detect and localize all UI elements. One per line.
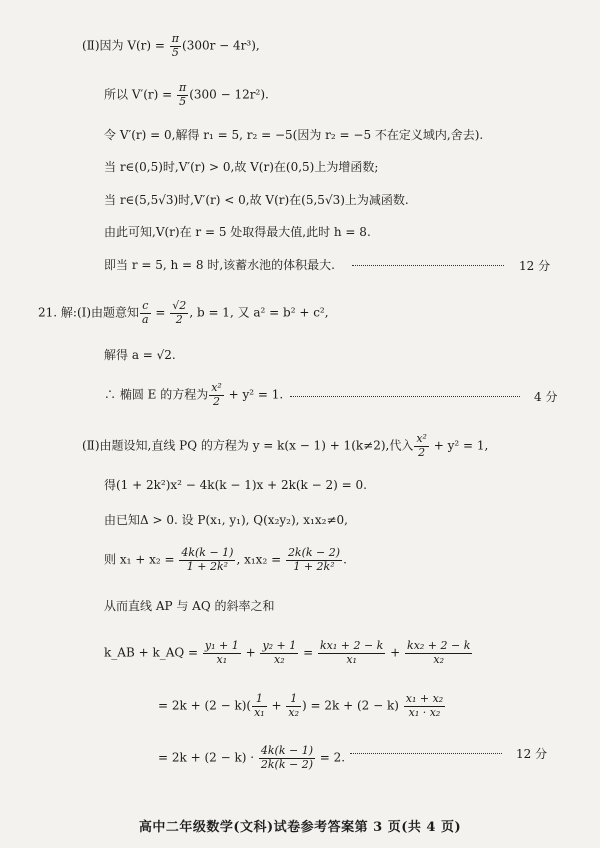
solve-line: 令 V′(r) = 0,解得 r₁ = 5, r₂ = −5(因为 r₂ = −5 不在定义域内,舍去). — [104, 128, 484, 142]
fraction — [286, 693, 301, 719]
score-label: 12 分 — [519, 259, 551, 273]
denominator: x₁ — [254, 705, 265, 719]
denominator: 5 — [179, 94, 187, 108]
page-footer: 高中二年级数学(文科)试卷参考答案第 3 页(共 4 页) — [138, 820, 462, 835]
numerator: 4k(k − 1) — [181, 546, 234, 559]
denominator: x₁ · x₂ — [408, 705, 441, 719]
fraction — [170, 300, 188, 326]
numerator: π — [171, 32, 180, 45]
text: + — [267, 698, 286, 713]
decreasing-line: 当 r∈(5,5√3)时,V′(r) < 0,故 V(r)在(5,5√3)上为减函数. — [104, 193, 409, 207]
numerator: 4k(k − 1) — [260, 744, 313, 757]
fraction — [203, 640, 241, 666]
fraction — [140, 300, 151, 326]
numerator: kx₂ + 2 − k — [407, 639, 471, 652]
fraction — [177, 82, 188, 108]
text: (Ⅱ)由题设知,直线 PQ 的方程为 y = k(x − 1) + 1(k≠2),代入 — [82, 438, 414, 453]
numerator: y₂ + 1 — [262, 639, 297, 652]
text: 则 x₁ + x₂ = — [104, 552, 179, 567]
text: 21. 解:(Ⅰ)由题意知 — [38, 305, 140, 320]
fraction — [252, 693, 267, 719]
slope-step2 — [158, 693, 446, 719]
fraction — [209, 382, 224, 408]
numerator: x² — [211, 381, 222, 394]
text: = — [299, 645, 317, 660]
fraction — [259, 745, 315, 771]
solve-a-line: 解得 a = √2. — [104, 348, 176, 362]
score-label: 12 分 — [516, 747, 548, 761]
denominator: x₁ — [216, 652, 228, 666]
text: = 2k + (2 − k)( — [158, 698, 252, 713]
fraction — [404, 693, 445, 719]
text: . — [343, 552, 347, 567]
text: = — [151, 305, 170, 320]
denominator: x₁ — [346, 652, 357, 666]
denominator: 1 + 2k² — [186, 559, 229, 573]
text: ) = 2k + (2 − k) — [302, 698, 403, 713]
fraction — [414, 433, 429, 459]
part2-line-setup — [82, 433, 488, 459]
text: k_AB + k_AQ = — [104, 645, 202, 660]
text: (Ⅱ)因为 V(r) = — [82, 38, 169, 53]
text: + — [241, 645, 260, 660]
numerator: x₁ + x₂ — [405, 692, 444, 705]
slope-step3 — [158, 745, 345, 771]
numerator: 1 — [286, 693, 301, 707]
numerator: c — [140, 300, 151, 314]
max-line: 由此可知,V(r)在 r = 5 处取得最大值,此时 h = 8. — [104, 225, 371, 239]
dotted-leader — [352, 265, 504, 266]
fraction — [260, 640, 298, 666]
quadratic-line: 得(1 + 2k²)x² − 4k(k − 1)x + 2k(k − 2) = 0. — [104, 478, 367, 492]
text: = 2k + (2 − k) · — [158, 750, 258, 765]
numerator: 1 — [252, 693, 267, 707]
text: , x₁x₂ = — [236, 552, 285, 567]
denominator: 2 — [175, 312, 183, 326]
numerator: x² — [416, 432, 427, 445]
text: + y² = 1. — [224, 387, 284, 402]
denominator: 5 — [171, 45, 179, 59]
denominator: a — [142, 312, 149, 326]
fraction — [318, 640, 385, 666]
slope-heading: 从而直线 AP 与 AQ 的斜率之和 — [104, 599, 275, 613]
text: ∴ 椭圆 E 的方程为 — [104, 387, 209, 402]
numerator: √2 — [172, 299, 187, 312]
dotted-leader — [290, 396, 520, 397]
ellipse-line — [104, 382, 283, 408]
text: , b = 1, 又 a² = b² + c², — [189, 305, 329, 320]
numerator: kx₁ + 2 − k — [319, 639, 384, 652]
text: (300 − 12r²). — [189, 87, 269, 102]
part2-volume-line — [82, 33, 260, 59]
denominator: x₂ — [433, 652, 445, 666]
denominator: x₂ — [274, 652, 285, 666]
fraction — [286, 547, 342, 573]
denominator: 2 — [418, 445, 426, 459]
numerator: π — [179, 81, 187, 94]
fraction — [170, 33, 181, 59]
numerator: 2k(k − 2) — [287, 546, 341, 559]
numerator: y₁ + 1 — [204, 639, 239, 652]
denominator: x₂ — [288, 705, 300, 719]
score-label: 4 分 — [534, 390, 558, 404]
denominator: 1 + 2k² — [293, 559, 335, 573]
conclusion-line: 即当 r = 5, h = 8 时,该蓄水池的体积最大. — [104, 258, 335, 272]
denominator: 2 — [213, 394, 221, 408]
text: (300r − 4r³), — [182, 38, 260, 53]
fraction — [405, 640, 472, 666]
vieta-line — [104, 547, 347, 573]
dotted-leader — [350, 753, 502, 754]
text: + y² = 1, — [429, 438, 489, 453]
text: = 2. — [315, 750, 346, 765]
denominator: 2k(k − 2) — [260, 757, 313, 771]
derivative-line — [104, 82, 269, 108]
fraction — [179, 547, 235, 573]
slope-sum-line — [104, 640, 473, 666]
increasing-line: 当 r∈(0,5)时,V′(r) > 0,故 V(r)在(0,5)上为增函数; — [104, 160, 379, 174]
q21-intro-line — [38, 300, 329, 326]
delta-line: 由已知Δ > 0. 设 P(x₁, y₁), Q(x₂y₂), x₁x₂≠0, — [104, 513, 348, 527]
text: + — [386, 645, 405, 660]
text: 所以 V′(r) = — [104, 87, 176, 102]
